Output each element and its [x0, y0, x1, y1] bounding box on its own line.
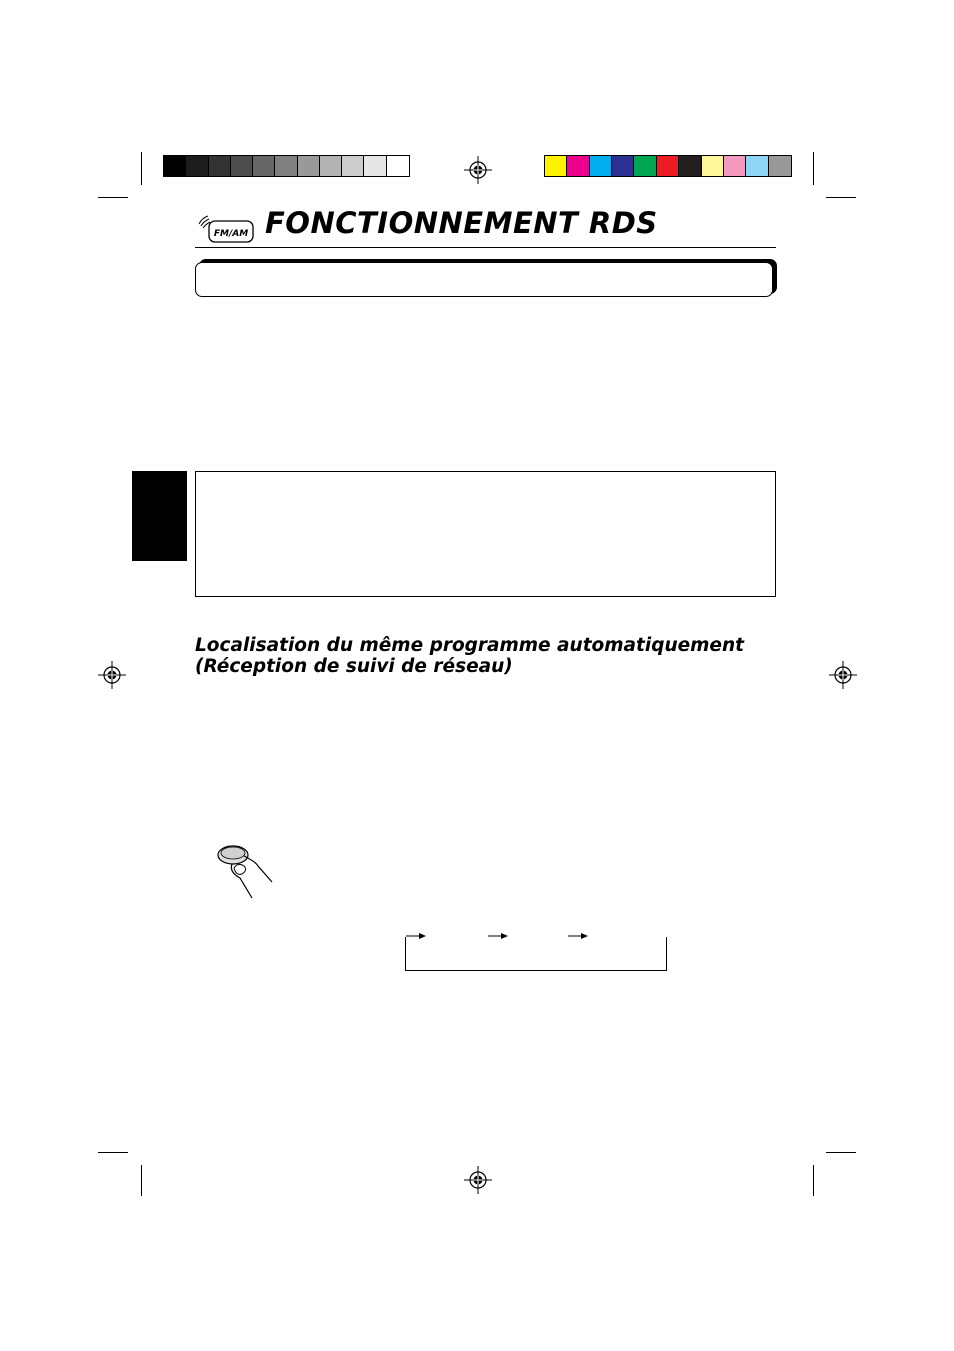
arrow-right-icon — [419, 933, 426, 939]
fm-am-radio-icon — [196, 212, 256, 244]
process-color-bar — [544, 155, 792, 177]
color-swatch — [209, 156, 231, 176]
color-swatch — [634, 156, 656, 176]
color-swatch — [231, 156, 253, 176]
language-tab — [132, 471, 187, 561]
color-swatch — [746, 156, 768, 176]
color-swatch — [657, 156, 679, 176]
section-heading-line: (Réception de suivi de réseau) — [195, 656, 513, 677]
color-swatch — [679, 156, 701, 176]
color-swatch — [186, 156, 208, 176]
section-heading-bar — [195, 262, 773, 297]
color-swatch — [702, 156, 724, 176]
band-icon-label: FM/AM — [213, 229, 249, 239]
color-swatch — [164, 156, 186, 176]
color-swatch — [769, 156, 791, 176]
section-heading — [195, 635, 744, 677]
crop-mark — [826, 197, 856, 198]
color-swatch — [342, 156, 364, 176]
color-swatch — [387, 156, 409, 176]
color-swatch — [724, 156, 746, 176]
grayscale-color-bar — [163, 155, 410, 177]
color-swatch — [567, 156, 589, 176]
crop-mark — [98, 197, 128, 198]
cycle-arrows — [404, 928, 666, 942]
color-swatch — [253, 156, 275, 176]
crop-mark — [813, 152, 814, 185]
registration-target-icon — [98, 661, 126, 689]
registration-target-icon — [464, 1166, 492, 1194]
crop-mark — [98, 1152, 128, 1153]
crop-mark — [826, 1152, 856, 1153]
section-heading-line: Localisation du même programme automatiquement — [195, 635, 744, 656]
registration-target-icon — [464, 156, 492, 184]
color-swatch — [545, 156, 567, 176]
color-swatch — [612, 156, 634, 176]
color-swatch — [320, 156, 342, 176]
page-title: FONCTIONNEMENT RDS — [265, 206, 658, 240]
mode-cycle-loop — [405, 937, 667, 971]
registration-target-icon — [829, 661, 857, 689]
title-rule — [195, 247, 776, 248]
crop-mark — [141, 152, 142, 185]
crop-mark — [813, 1165, 814, 1196]
finger-press-button-icon — [212, 840, 282, 902]
arrow-right-icon — [501, 933, 508, 939]
arrow-right-icon — [581, 933, 588, 939]
color-swatch — [590, 156, 612, 176]
color-swatch — [275, 156, 297, 176]
info-box — [195, 471, 776, 597]
color-swatch — [364, 156, 386, 176]
crop-mark — [141, 1165, 142, 1196]
color-swatch — [298, 156, 320, 176]
